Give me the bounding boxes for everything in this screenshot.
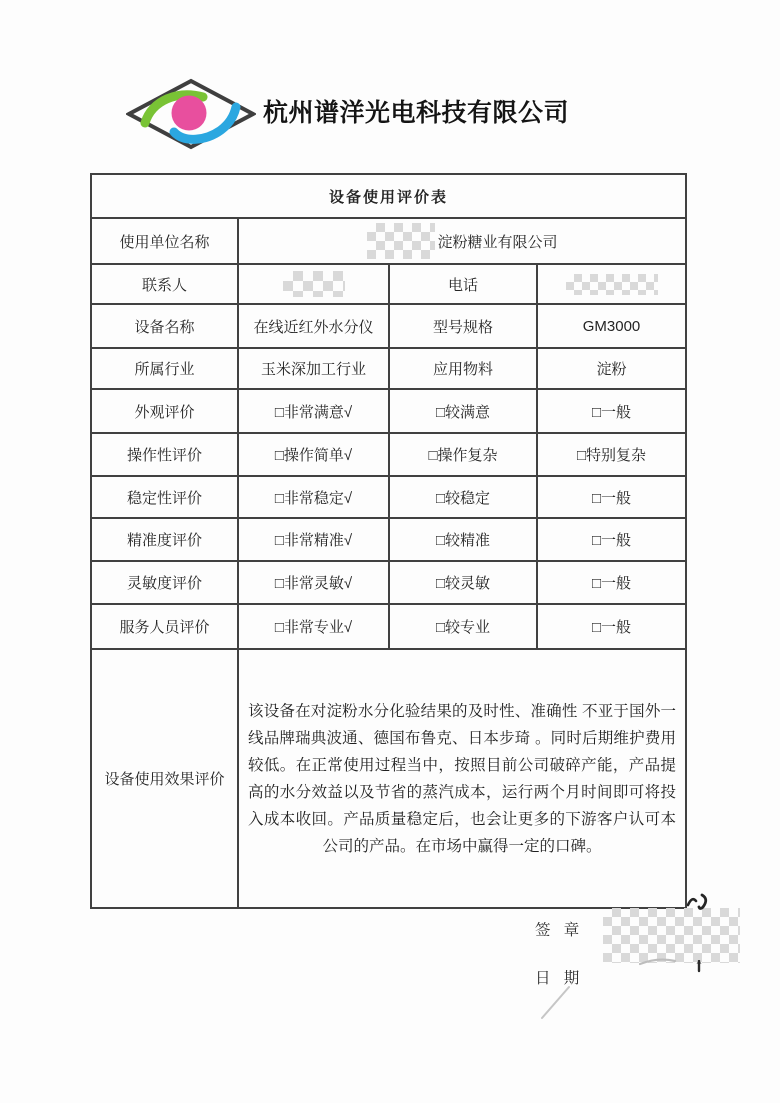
rating-option: □一般 [537, 561, 686, 604]
rating-option: □一般 [537, 604, 686, 649]
company-logo-eye-diamond-icon [126, 78, 256, 150]
rating-label: 服务人员评价 [91, 604, 238, 649]
rating-option-checked: □非常满意√ [238, 389, 389, 433]
model-spec-value: GM3000 [537, 304, 686, 348]
handwriting-mark-icon [685, 892, 713, 912]
rating-option: □较精准 [389, 518, 537, 561]
rating-row-accuracy [91, 518, 686, 561]
rating-label: 操作性评价 [91, 433, 238, 476]
device-name-label: 设备名称 [91, 304, 238, 348]
seal-label: 签 章 [535, 922, 580, 939]
faint-diagonal-stroke-icon [540, 985, 572, 1020]
material-label: 应用物料 [389, 348, 537, 389]
effect-evaluation-text: 该设备在对淀粉水分化验结果的及时性、准确性 不亚于国外一线品牌瑞典波通、德国布鲁克、日本步琦 。同时后期维护费用较低。在正常使用过程当中，按照目前公司破碎产能，产品提高的水分效益以及节省的蒸汽成本，运行两个月时间即可将投入成本收回。产品质量稳定后，也会让更多的下游客户认可本公司的产品。在市场中赢得一定的口碑。 [248, 702, 677, 855]
rating-option: □较稳定 [389, 476, 537, 518]
redaction-mosaic-seal-signature [603, 908, 740, 963]
rating-option: □特别复杂 [537, 433, 686, 476]
rating-option-checked: □非常稳定√ [238, 476, 389, 518]
rating-label: 精准度评价 [91, 518, 238, 561]
redaction-mosaic-unit-name [367, 223, 435, 259]
rating-row-service [91, 604, 686, 649]
industry-label: 所属行业 [91, 348, 238, 389]
faint-signature-stroke-icon [639, 956, 677, 968]
handwriting-tick-icon [694, 960, 704, 973]
industry-value: 玉米深加工行业 [238, 348, 389, 389]
effect-evaluation-cell [238, 649, 686, 908]
rating-option: □操作复杂 [389, 433, 537, 476]
rating-label: 外观评价 [91, 389, 238, 433]
contact-value-cell [238, 264, 389, 304]
rating-label: 灵敏度评价 [91, 561, 238, 604]
rating-option: □一般 [537, 476, 686, 518]
rating-row-stability [91, 476, 686, 518]
material-value: 淀粉 [537, 348, 686, 389]
rating-row-operability [91, 433, 686, 476]
rating-option: □一般 [537, 389, 686, 433]
rating-option: □较灵敏 [389, 561, 537, 604]
rating-option: □较专业 [389, 604, 537, 649]
date-label: 日 期 [535, 970, 580, 987]
phone-value-cell [537, 264, 686, 304]
contact-label: 联系人 [91, 264, 238, 304]
form-title: 设备使用评价表 [91, 174, 686, 218]
unit-name-value: 淀粉糖业有限公司 [437, 233, 558, 251]
rating-option-checked: □非常专业√ [238, 604, 389, 649]
rating-label: 稳定性评价 [91, 476, 238, 518]
rating-option-checked: □操作简单√ [238, 433, 389, 476]
effect-evaluation-label: 设备使用效果评价 [91, 649, 238, 908]
rating-option: □一般 [537, 518, 686, 561]
rating-option-checked: □非常精准√ [238, 518, 389, 561]
model-spec-label: 型号规格 [389, 304, 537, 348]
evaluation-form-table [90, 173, 687, 909]
unit-name-value-cell [238, 218, 686, 264]
company-name: 杭州谱洋光电科技有限公司 [263, 99, 570, 127]
unit-name-label: 使用单位名称 [91, 218, 238, 264]
phone-label: 电话 [389, 264, 537, 304]
rating-option-checked: □非常灵敏√ [238, 561, 389, 604]
rating-option: □较满意 [389, 389, 537, 433]
redaction-mosaic-contact-name [283, 271, 345, 297]
rating-row-appearance [91, 389, 686, 433]
redaction-mosaic-phone-number [566, 274, 658, 295]
rating-row-sensitivity [91, 561, 686, 604]
device-name-value: 在线近红外水分仪 [238, 304, 389, 348]
